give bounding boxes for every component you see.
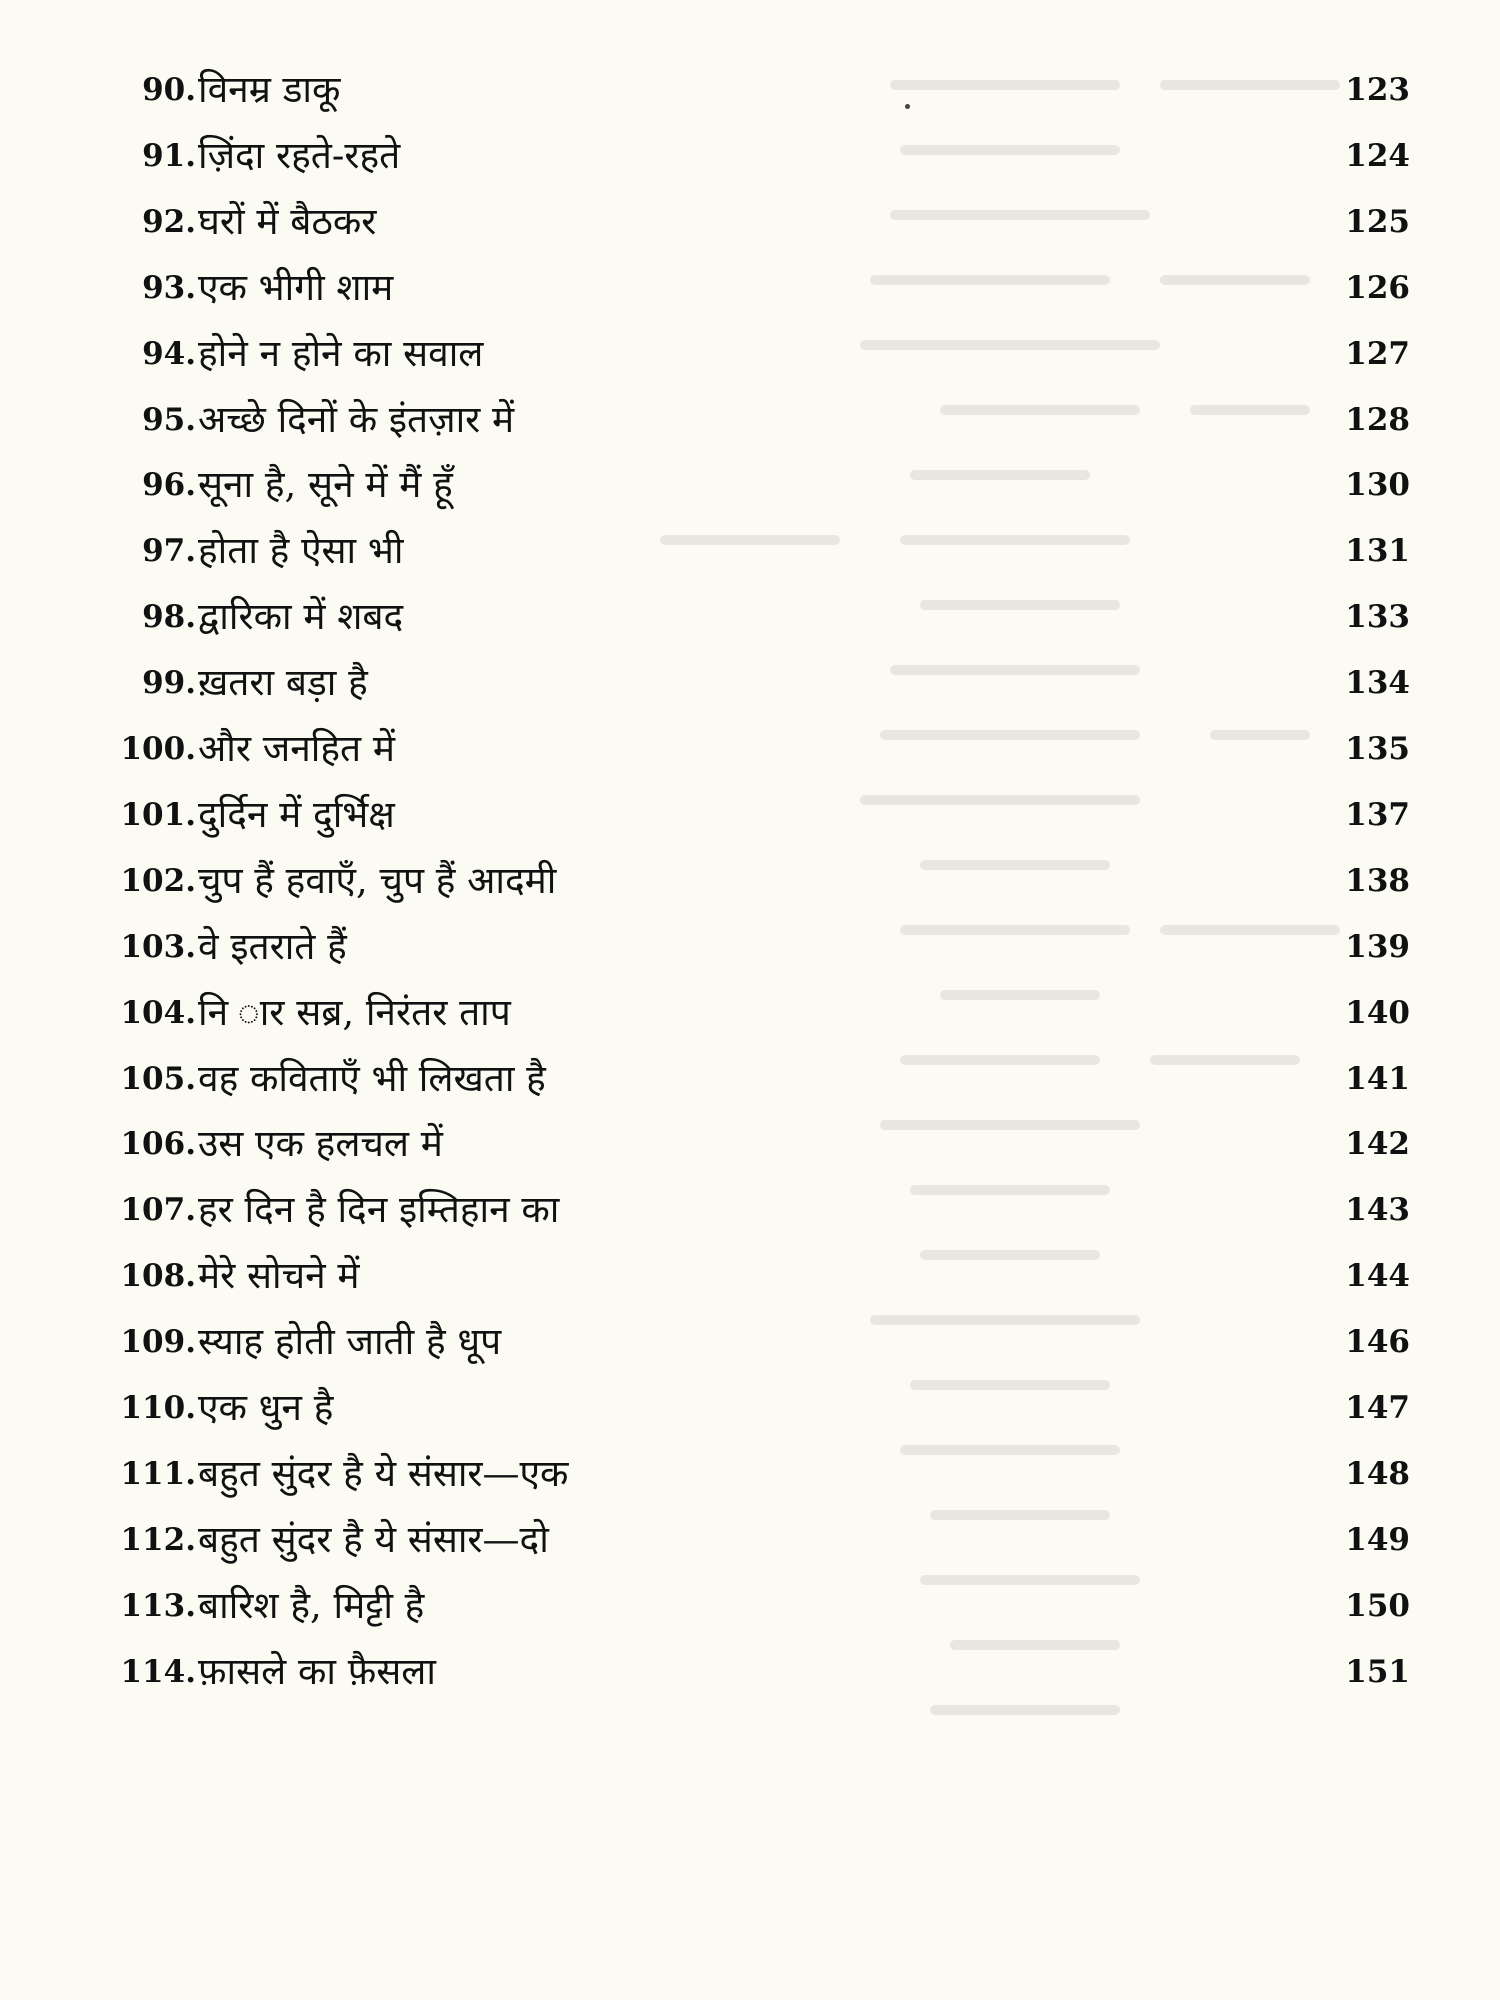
entry-page-number: 146	[1345, 1324, 1410, 1361]
entry-page-number: 141	[1345, 1060, 1410, 1097]
toc-entry	[0, 1177, 1500, 1243]
entry-page-number: 151	[1345, 1653, 1410, 1690]
entry-title: हर दिन है दिन इम्तिहान का	[198, 1188, 560, 1232]
toc-entry	[0, 123, 1500, 189]
entry-page-number: 148	[1345, 1455, 1410, 1492]
entry-number: 101.	[120, 796, 196, 833]
entry-number: 106.	[120, 1126, 196, 1163]
entry-number: 110.	[120, 1390, 196, 1426]
entry-page-number: 150	[1345, 1587, 1410, 1624]
entry-page-number: 138	[1345, 862, 1410, 899]
toc-entry	[0, 716, 1500, 782]
entry-page-number: 147	[1345, 1390, 1410, 1426]
entry-title: चुप हैं हवाएँ, चुप हैं आदमी	[198, 858, 557, 902]
entry-title: वह कविताएँ भी लिखता है	[198, 1056, 546, 1100]
entry-title: बहुत सुंदर है ये संसार—दो	[198, 1517, 549, 1561]
entry-number: 100.	[120, 731, 196, 767]
entry-number: 97.	[142, 533, 196, 570]
entry-title: बारिश है, मिट्टी है	[198, 1583, 425, 1627]
entry-page-number: 134	[1345, 665, 1410, 702]
entry-number: 112.	[120, 1521, 196, 1558]
entry-page-number: 133	[1345, 599, 1410, 636]
entry-number: 98.	[142, 599, 196, 636]
toc-entry	[0, 1507, 1500, 1573]
entry-page-number: 149	[1345, 1521, 1410, 1558]
entry-number: 96.	[142, 467, 196, 504]
entry-title: सूना है, सूने में मैं हूँ	[198, 463, 453, 507]
entry-page-number: 127	[1345, 335, 1410, 372]
entry-page-number: 128	[1345, 401, 1410, 438]
toc-entry	[0, 1639, 1500, 1705]
entry-title: एक धुन है	[198, 1386, 334, 1429]
entry-title: दुर्दिन में दुर्भिक्ष	[198, 792, 395, 836]
toc-entry	[0, 584, 1500, 650]
toc-entry	[0, 387, 1500, 453]
toc-entry	[0, 848, 1500, 914]
toc-entry	[0, 1243, 1500, 1309]
toc-entry	[0, 914, 1500, 980]
entry-number: 95.	[142, 401, 196, 438]
entry-number: 102.	[120, 862, 196, 899]
toc-entry	[0, 452, 1500, 518]
entry-number: 107.	[120, 1192, 196, 1229]
entry-number: 93.	[142, 269, 196, 306]
toc-entry	[0, 1111, 1500, 1177]
entry-title: बहुत सुंदर है ये संसार—एक	[198, 1451, 569, 1495]
entry-title: नि ार सब्र, निरंतर ताप	[198, 990, 511, 1034]
entry-title: विनम्र डाकू	[198, 68, 341, 111]
entry-number: 105.	[120, 1060, 196, 1097]
entry-title: फ़ासले का फ़ैसला	[198, 1649, 436, 1693]
entry-page-number: 139	[1345, 928, 1410, 965]
entry-title: घरों में बैठकर	[198, 199, 377, 243]
toc-entry	[0, 782, 1500, 848]
entry-page-number: 130	[1345, 467, 1410, 504]
entry-title: स्याह होती जाती है धूप	[198, 1320, 502, 1364]
entry-title: होता है ऐसा भी	[198, 529, 404, 573]
entry-page-number: 126	[1345, 269, 1410, 306]
entry-page-number: 142	[1345, 1126, 1410, 1163]
entry-title: होने न होने का सवाल	[198, 331, 484, 375]
entry-page-number: 125	[1345, 203, 1410, 240]
entry-title: उस एक हलचल में	[198, 1122, 443, 1166]
entry-title: द्वारिका में शबद	[198, 595, 404, 639]
entry-number: 113.	[120, 1587, 196, 1624]
entry-page-number: 137	[1345, 796, 1410, 833]
entry-number: 99.	[142, 665, 196, 702]
entry-page-number: 143	[1345, 1192, 1410, 1229]
entry-title: ज़िंदा रहते-रहते	[198, 133, 401, 177]
entry-page-number: 135	[1345, 731, 1410, 767]
toc-entry	[0, 1309, 1500, 1375]
entry-page-number: 124	[1345, 137, 1410, 174]
entry-page-number: 131	[1345, 533, 1410, 570]
toc-entry	[0, 255, 1500, 321]
entry-page-number: 140	[1345, 994, 1410, 1031]
entry-number: 91.	[142, 137, 196, 174]
entry-number: 111.	[120, 1455, 196, 1492]
toc-entry	[0, 57, 1500, 123]
entry-title: मेरे सोचने में	[198, 1254, 360, 1298]
toc-entry	[0, 189, 1500, 255]
entry-title: वे इतराते हैं	[198, 924, 347, 968]
toc-entry	[0, 321, 1500, 387]
entry-number: 90.	[142, 72, 196, 108]
entry-page-number: 123	[1345, 72, 1410, 108]
entry-title: ख़तरा बड़ा है	[198, 661, 368, 705]
toc-entry	[0, 1441, 1500, 1507]
entry-title: अच्छे दिनों के इंतज़ार में	[198, 397, 515, 441]
entry-title: और जनहित में	[198, 727, 395, 770]
entry-number: 94.	[142, 335, 196, 372]
entry-number: 103.	[120, 928, 196, 965]
entry-number: 109.	[120, 1324, 196, 1361]
toc-entry	[0, 1573, 1500, 1639]
entry-number: 114.	[120, 1653, 196, 1690]
entry-title: एक भीगी शाम	[198, 265, 394, 309]
entry-number: 92.	[142, 203, 196, 240]
entry-number: 104.	[120, 994, 196, 1031]
toc-entry	[0, 518, 1500, 584]
toc-entry	[0, 980, 1500, 1046]
toc-entry	[0, 650, 1500, 716]
toc-entry	[0, 1046, 1500, 1112]
entry-page-number: 144	[1345, 1258, 1410, 1295]
toc-entry	[0, 1375, 1500, 1441]
entry-number: 108.	[120, 1258, 196, 1295]
